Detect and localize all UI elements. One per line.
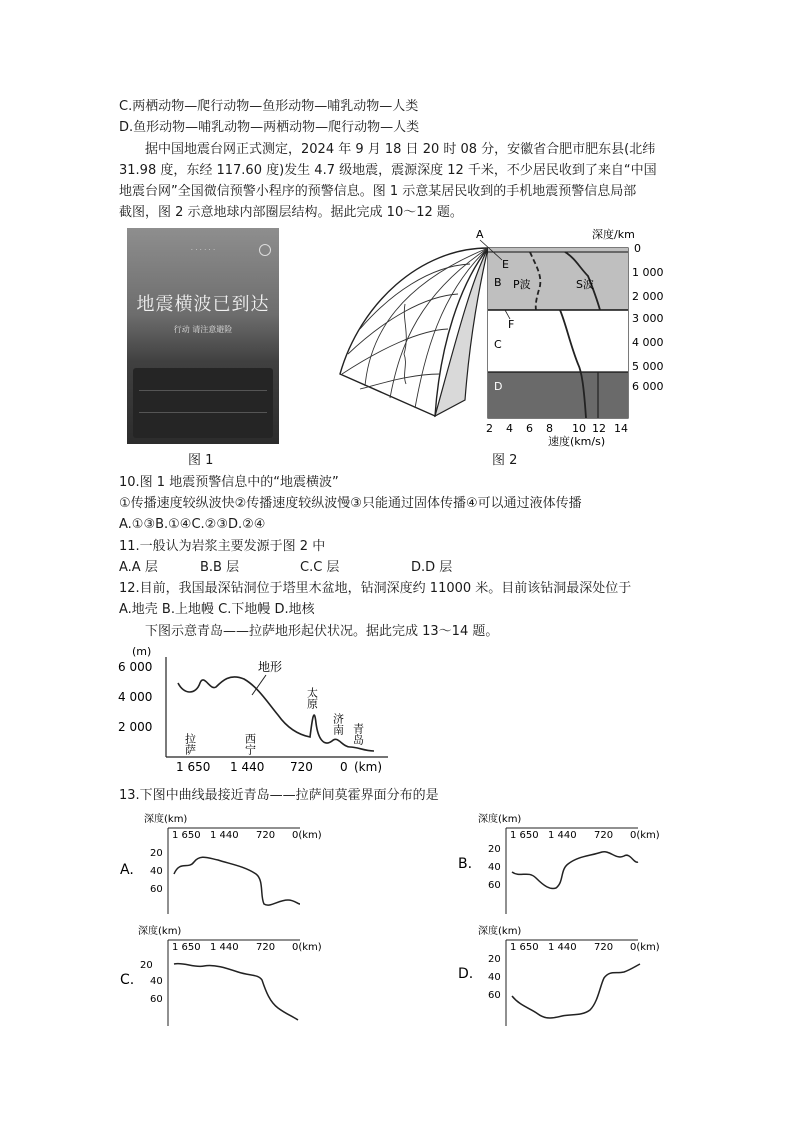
option-b-chart xyxy=(456,808,666,918)
terrain-profile-chart xyxy=(118,643,398,781)
option-y-tick: 20 xyxy=(140,960,153,971)
option-x-tick: 720 xyxy=(256,942,276,953)
option-letter-b: B. xyxy=(458,856,473,872)
terrain-unit: (m) xyxy=(132,645,152,658)
paragraph-line-3: 地震台网”全国微信预警小程序的预警信息。图 1 示意某居民收到的手机地震预警信息局部 xyxy=(119,184,637,199)
option-x-tick: 1 650 xyxy=(172,942,201,953)
option-y-tick: 40 xyxy=(150,866,163,877)
terrain-x-tick: 1 440 xyxy=(230,760,265,774)
speed-tick: 4 xyxy=(506,422,513,435)
place-lhasa: 拉萨 xyxy=(183,733,197,755)
option-x-tick: 720 xyxy=(594,942,614,953)
option-y-tick: 60 xyxy=(488,880,501,891)
depth-tick: 0 xyxy=(634,242,641,255)
option-y-tick: 20 xyxy=(488,844,501,855)
option-x-tick: 0(km) xyxy=(630,942,660,953)
paragraph-line-4: 截图，图 2 示意地球内部圈层结构。据此完成 10～12 题。 xyxy=(119,205,463,220)
place-xining: 西宁 xyxy=(243,733,257,755)
option-c-curve xyxy=(174,964,298,1020)
question-11: 11.一般认为岩浆主要发源于图 2 中 xyxy=(119,539,326,554)
question-10-statements: ①传播速度较纵波快②传播速度较纵波慢③只能通过固体传播④可以通过液体传播 xyxy=(119,496,582,511)
option-x-tick: 0(km) xyxy=(292,942,322,953)
question-10: 10.图 1 地震预警信息中的“地震横波” xyxy=(119,475,339,490)
terrain-curve xyxy=(178,677,374,751)
option-x-tick: 720 xyxy=(256,830,276,841)
option-x-tick: 1 440 xyxy=(210,830,239,841)
option-x-tick: 1 650 xyxy=(510,830,539,841)
option-b-curve xyxy=(512,852,638,889)
terrain-y-tick: 4 000 xyxy=(118,690,153,704)
figure2-earth-structure xyxy=(330,224,664,448)
option-x-tick: 1 440 xyxy=(548,942,577,953)
option-x-tick: 720 xyxy=(594,830,614,841)
option-y-tick: 60 xyxy=(488,990,501,1001)
option-x-tick: 0(km) xyxy=(630,830,660,841)
phone-close-icon xyxy=(259,244,271,256)
question-10-options: A.①③B.①④C.②③D.②④ xyxy=(119,517,266,532)
panel-divider xyxy=(139,390,267,391)
option-x-tick: 1 650 xyxy=(172,830,201,841)
place-jinan: 济南 xyxy=(331,713,345,735)
p-wave-label: P波 xyxy=(513,278,531,291)
speed-tick: 8 xyxy=(546,422,553,435)
option-letter-a: A. xyxy=(120,862,134,878)
s-wave-label: S波 xyxy=(576,278,594,291)
depth-tick: 2 000 xyxy=(632,290,664,303)
option-y-tick: 20 xyxy=(488,954,501,965)
layer-label-b: B xyxy=(494,276,502,289)
terrain-x-tick: 720 xyxy=(290,760,313,774)
layer-mantle xyxy=(488,248,628,310)
option-c-text: C.两栖动物—爬行动物—鱼形动物—哺乳动物—人类 xyxy=(119,99,419,114)
speed-tick: 12 xyxy=(592,422,606,435)
terrain-intro: 下图示意青岛——拉萨地形起伏状况。据此完成 13～14 题。 xyxy=(145,624,499,639)
option-y-tick: 40 xyxy=(150,976,163,987)
depth-tick: 6 000 xyxy=(632,380,664,393)
depth-tick: 3 000 xyxy=(632,312,664,325)
option-y-tick: 60 xyxy=(150,994,163,1005)
depth-tick: 4 000 xyxy=(632,336,664,349)
option-x-tick: 1 440 xyxy=(548,830,577,841)
terrain-x-tick: 0 xyxy=(340,760,348,774)
option-a-chart xyxy=(118,808,328,918)
option-x-tick: 0(km) xyxy=(292,830,322,841)
option-x-tick: 1 650 xyxy=(510,942,539,953)
speed-axis-title: 速度(km/s) xyxy=(548,435,606,448)
depth-tick: 5 000 xyxy=(632,360,664,373)
option-x-tick: 1 440 xyxy=(210,942,239,953)
phone-headline: 地震横波已到达 xyxy=(136,294,270,315)
speed-tick: 14 xyxy=(614,422,628,435)
terrain-y-tick: 6 000 xyxy=(118,660,153,674)
question-12-options: A.地壳 B.上地幔 C.下地幔 D.地核 xyxy=(119,602,315,617)
panel-divider xyxy=(139,412,267,413)
place-taiyuan: 太原 xyxy=(305,687,319,709)
depth-tick: 1 000 xyxy=(632,266,664,279)
question-11-option-b: B.B 层 xyxy=(200,560,240,575)
figure1-phone-screenshot xyxy=(127,228,279,444)
terrain-x-tick: 1 650 xyxy=(176,760,211,774)
speed-tick: 2 xyxy=(486,422,493,435)
phone-info-panel xyxy=(133,368,273,438)
layer-label-e: E xyxy=(502,258,509,271)
question-11-option-c: C.C 层 xyxy=(300,560,340,575)
option-d-chart xyxy=(456,922,666,1032)
option-y-tick: 20 xyxy=(150,848,163,859)
paragraph-line-2: 31.98 度，东经 117.60 度)发生 4.7 级地震，震源深度 12 千米，不少居民收到了来自“中国 xyxy=(119,163,657,178)
option-c-chart xyxy=(118,922,328,1032)
layer-label-f: F xyxy=(508,318,515,331)
option-depth-label: 深度(km) xyxy=(478,926,522,937)
layer-inner-core xyxy=(488,372,628,418)
depth-axis-title: 深度/km xyxy=(592,228,635,241)
layer-label-c: C xyxy=(494,338,502,351)
speed-tick: 10 xyxy=(572,422,586,435)
terrain-y-tick: 2 000 xyxy=(118,720,153,734)
terrain-x-unit: (km) xyxy=(354,760,383,774)
layer-label-d: D xyxy=(494,380,503,393)
option-depth-label: 深度(km) xyxy=(138,926,182,937)
question-11-option-a: A.A 层 xyxy=(119,560,158,575)
option-d-text: D.鱼形动物—哺乳动物—两栖动物—爬行动物—人类 xyxy=(119,120,420,135)
option-y-tick: 40 xyxy=(488,862,501,873)
figure2-caption: 图 2 xyxy=(492,453,518,468)
option-depth-label: 深度(km) xyxy=(144,814,188,825)
layer-label-a: A xyxy=(476,228,484,241)
option-y-tick: 40 xyxy=(488,972,501,983)
question-11-option-d: D.D 层 xyxy=(411,560,453,575)
question-13: 13.下图中曲线最接近青岛——拉萨间莫霍界面分布的是 xyxy=(119,788,439,803)
option-a-curve xyxy=(174,857,300,905)
terrain-curve-label: 地形 xyxy=(258,660,283,674)
option-letter-d: D. xyxy=(458,966,474,982)
option-letter-c: C. xyxy=(120,972,135,988)
option-y-tick: 60 xyxy=(150,884,163,895)
option-depth-label: 深度(km) xyxy=(478,814,522,825)
speed-tick: 6 xyxy=(526,422,533,435)
phone-status-bar: · · · · · · xyxy=(190,246,216,254)
question-12: 12.目前，我国最深钻洞位于塔里木盆地，钻洞深度约 11000 米。目前该钻洞最深处位于 xyxy=(119,581,632,596)
figure1-caption: 图 1 xyxy=(188,453,214,468)
phone-subline: 行动 请注意避险 xyxy=(173,325,233,334)
place-qingdao: 青岛 xyxy=(351,723,365,745)
paragraph-line-1: 据中国地震台网正式测定，2024 年 9 月 18 日 20 时 08 分，安徽省合肥市肥东县(北纬 xyxy=(145,142,656,157)
option-d-curve xyxy=(512,964,640,1018)
